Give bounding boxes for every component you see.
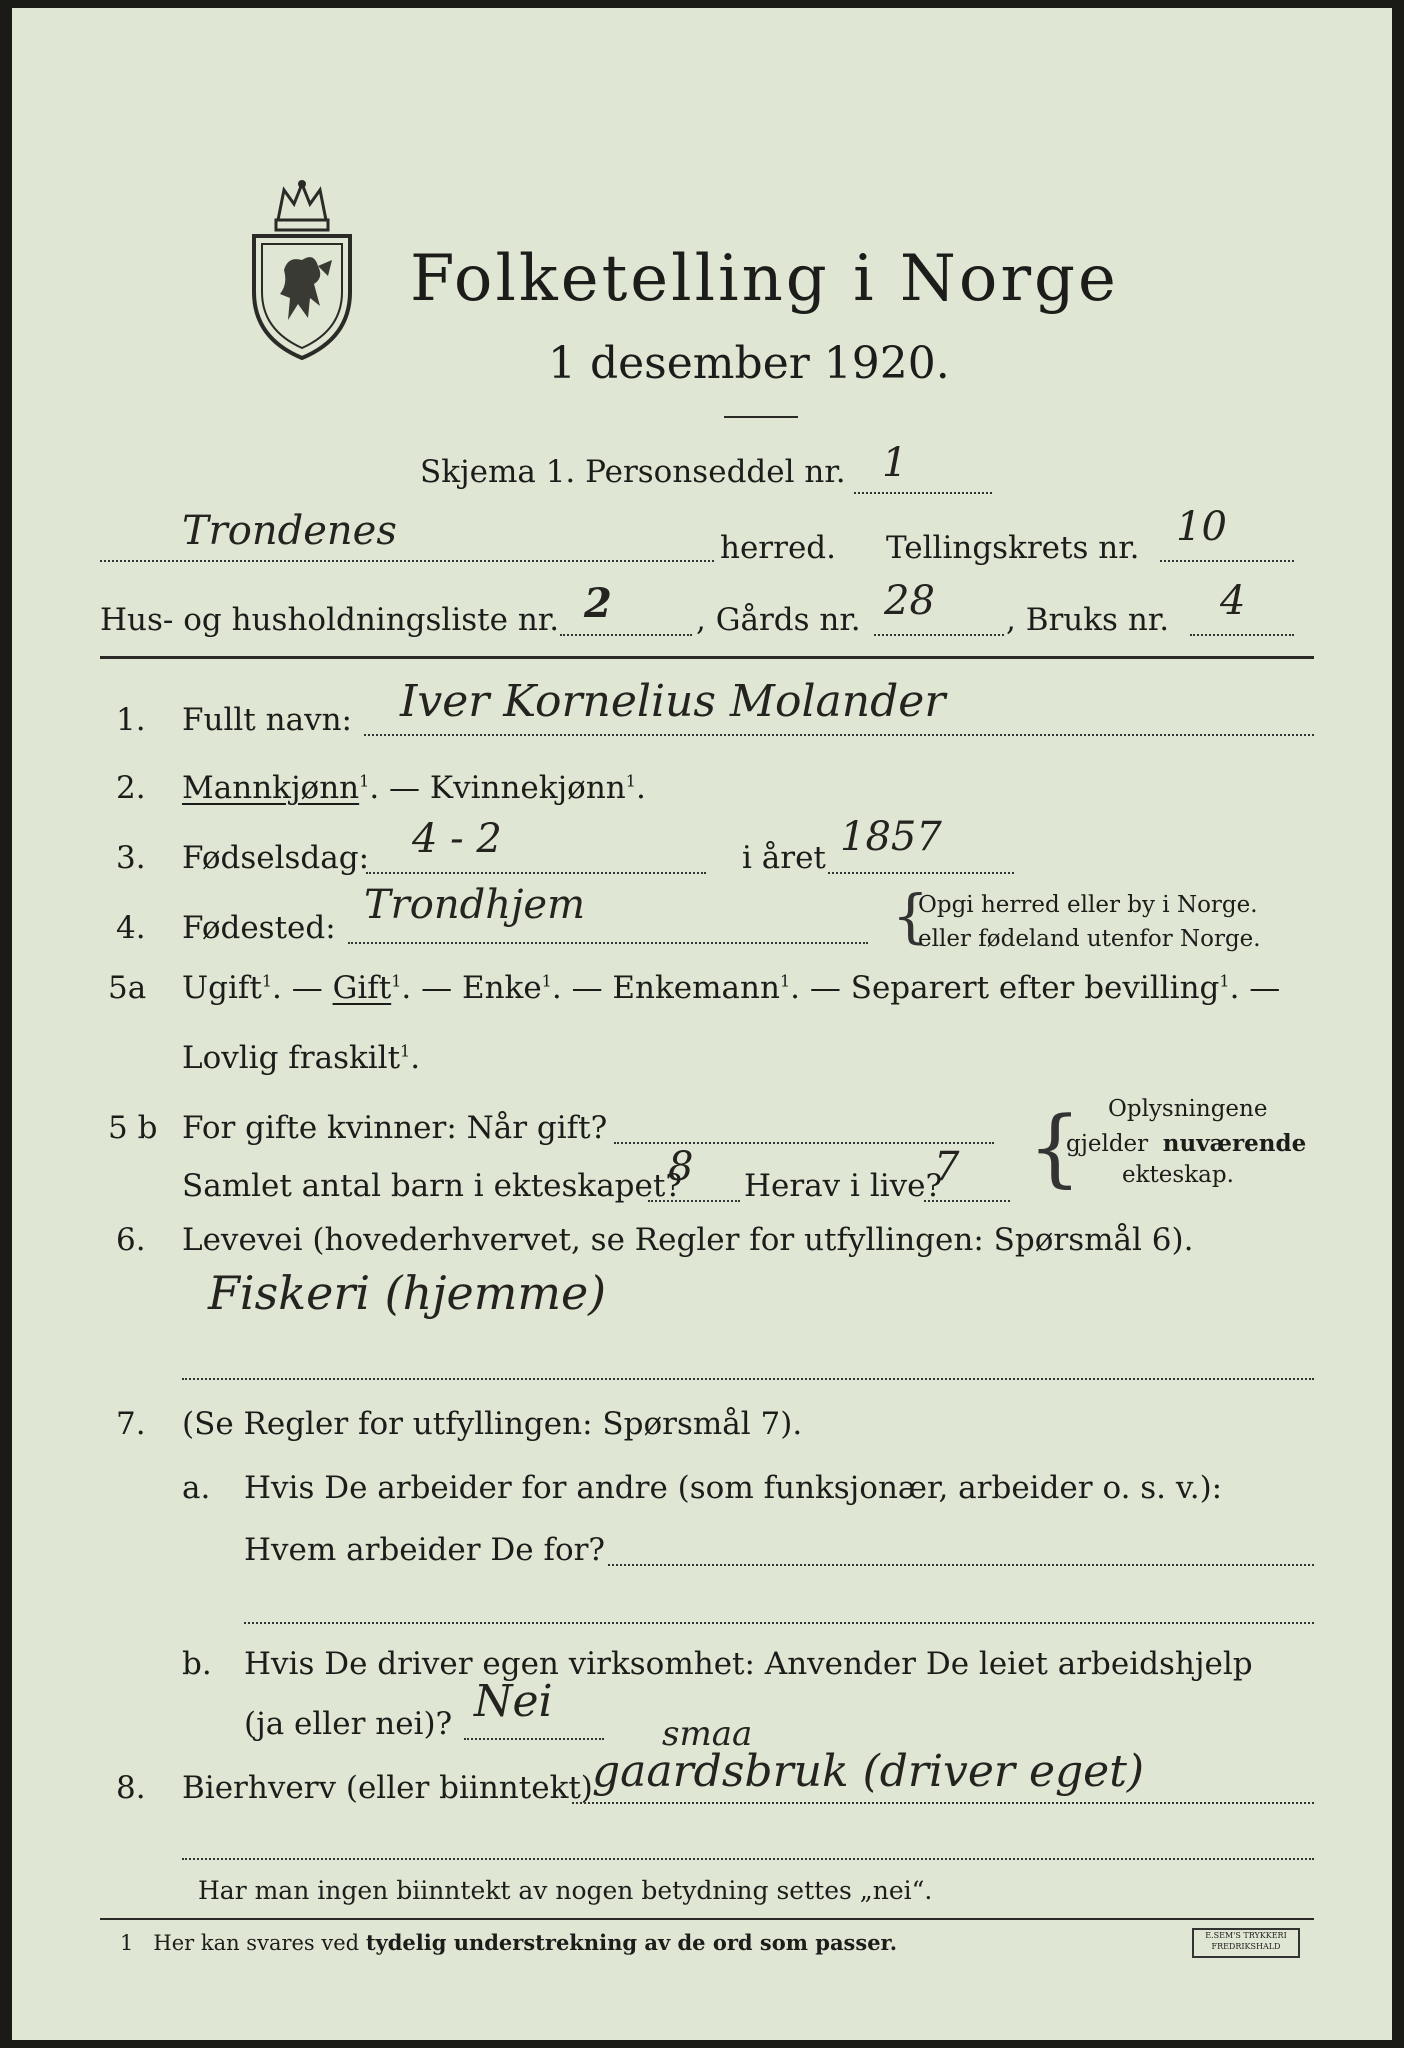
tellingskrets-label: Tellingskrets nr.: [886, 530, 1140, 566]
q5b-number: 5 b: [108, 1110, 158, 1146]
q5b-barn-line: [648, 1200, 740, 1202]
q8-line: [572, 1802, 1314, 1804]
q5a-lovlig-text: Lovlig fraskilt: [182, 1040, 401, 1076]
q5b-note-1: Oplysningene: [1108, 1096, 1268, 1122]
gards-nr: 28: [884, 578, 935, 624]
q7-label: (Se Regler for utfyllingen: Spørsmål 7).: [182, 1406, 803, 1442]
q7a-line-2: [244, 1622, 1314, 1624]
q8-number: 8.: [116, 1770, 146, 1806]
q5b-label: For gifte kvinner: Når gift?: [182, 1110, 608, 1146]
herred-label: herred.: [720, 530, 836, 566]
q5a-number: 5a: [108, 970, 147, 1006]
herred-value: Trondenes: [182, 508, 397, 554]
q4-note-1: Opgi herred eller by i Norge.: [918, 892, 1258, 918]
q8-secondary-occupation: gaardsbruk (driver eget): [592, 1746, 1145, 1797]
q3-label: Fødselsdag:: [182, 840, 370, 876]
gards-label: , Gårds nr.: [696, 602, 861, 638]
footnote-bold: tydelig understrekning av de ord som passer.: [365, 1930, 898, 1955]
tellingskrets-nr: 10: [1176, 504, 1227, 550]
husliste-line: [560, 634, 692, 636]
q5a-ugift: Ugift: [182, 970, 262, 1006]
q8-label: Bierhverv (eller biinntekt): [182, 1770, 593, 1806]
q6-line: [182, 1378, 1314, 1380]
q5b-live-label: Herav i live?: [744, 1168, 943, 1204]
skjema-nr: 1: [882, 440, 908, 486]
gards-line: [874, 634, 1004, 636]
tellingskrets-line: [1160, 560, 1294, 562]
q5b-barn-value: 8: [668, 1144, 694, 1190]
q3-birthdate: 4 - 2: [412, 816, 502, 862]
q1-number: 1.: [116, 702, 146, 738]
q8-value-above: smaa: [662, 1714, 753, 1754]
q5a-gift: Gift: [332, 970, 392, 1006]
q5a-lovlig: Lovlig fraskilt$^1$.: [182, 1040, 421, 1076]
q1-full-name: Iver Kornelius Molander: [400, 676, 946, 727]
q3-birth-year: 1857: [840, 814, 942, 860]
q5a-enke: Enke: [461, 970, 542, 1006]
skjema-nr-line: [854, 492, 992, 494]
q6-occupation: Fiskeri (hjemme): [208, 1266, 607, 1320]
q2-mannkjonn: Mannkjønn: [182, 770, 360, 806]
q5b-live-line: [924, 1200, 1010, 1202]
q7a-line: [608, 1564, 1314, 1566]
footnote-mark: 1: [120, 1931, 134, 1955]
q4-number: 4.: [116, 910, 146, 946]
footnote-rule: [100, 1918, 1314, 1920]
title-rule: [724, 416, 798, 418]
q7-number: 7.: [116, 1406, 146, 1442]
q1-label: Fullt navn:: [182, 702, 352, 738]
q1-line: [364, 734, 1314, 736]
q3-year-label: i året: [742, 840, 826, 876]
q6-label: Levevei (hovederhvervet, se Regler for utfyllingen: Spørsmål 6).: [182, 1222, 1194, 1258]
q5b-barn-label: Samlet antal barn i ekteskapet?: [182, 1168, 682, 1204]
q3-number: 3.: [116, 840, 146, 876]
footnote: [120, 1930, 897, 1955]
q5a-options: Ugift$^1$. — Gift$^1$. — Enke$^1$. — Enkemann$^1$. — Separert efter bevilling$^1$. —: [182, 970, 1281, 1006]
q6-number: 6.: [116, 1222, 146, 1258]
q5b-note-2-text: gjelder: [1066, 1131, 1149, 1157]
q8-line-2: [182, 1858, 1314, 1860]
bruks-label: , Bruks nr.: [1006, 602, 1170, 638]
q5b-note-2: [1066, 1130, 1306, 1157]
q5b-note-3-text: nuværende: [1162, 1130, 1307, 1157]
husliste-label: Hus- og husholdningsliste nr.: [100, 602, 560, 638]
printer-stamp: E.SEM'S TRYKKERI FREDRIKSHALD: [1192, 1928, 1300, 1958]
census-date: 1 desember 1920.: [548, 338, 950, 389]
q2-gender-options: Mannkjønn$^1$. — Kvinnekjønn$^1$.: [182, 770, 646, 806]
q7b-letter: b.: [182, 1646, 212, 1682]
skjema-label: Skjema 1. Personseddel nr.: [420, 454, 846, 490]
q4-label: Fødested:: [182, 910, 336, 946]
form-title: Folketelling i Norge: [410, 242, 1119, 316]
q7a-question: Hvem arbeider De for?: [244, 1532, 606, 1568]
q7a-text: Hvis De arbeider for andre (som funksjonær, arbeider o. s. v.):: [244, 1470, 1223, 1506]
herred-line: [100, 560, 714, 562]
q7b-question: (ja eller nei)?: [244, 1706, 453, 1742]
q5b-brace: {: [1028, 1098, 1082, 1196]
q7b-line: [464, 1738, 604, 1740]
norwegian-coat-of-arms: [248, 180, 356, 362]
husliste-nr: 2: [584, 580, 612, 627]
q2-number: 2.: [116, 770, 146, 806]
q3-line: [366, 872, 706, 874]
bruks-line: [1190, 634, 1294, 636]
q4-brace: {: [892, 882, 929, 950]
header-rule: [100, 656, 1314, 659]
q4-birthplace: Trondhjem: [364, 882, 586, 928]
q5a-separert: Separert efter bevilling: [850, 970, 1220, 1006]
q5b-live-value: 7: [934, 1144, 960, 1190]
q4-line: [348, 942, 868, 944]
q7b-answer: Nei: [474, 1676, 553, 1727]
footnote-text: Her kan svares ved: [153, 1931, 360, 1955]
q2-kvinnekjonn: Kvinnekjønn: [429, 770, 626, 806]
q7b-text: Hvis De driver egen virksomhet: Anvender De leiet arbeidshjelp: [244, 1646, 1253, 1682]
bruks-nr: 4: [1220, 578, 1246, 624]
q5a-enkemann: Enkemann: [612, 970, 780, 1006]
census-form-page: [12, 8, 1392, 2040]
q5b-note-4: ekteskap.: [1122, 1162, 1234, 1188]
footer-note: Har man ingen biinntekt av nogen betydning settes „nei“.: [198, 1876, 933, 1905]
q7a-letter: a.: [182, 1470, 211, 1506]
q4-note-2: eller fødeland utenfor Norge.: [918, 926, 1261, 952]
q3-year-line: [828, 872, 1014, 874]
